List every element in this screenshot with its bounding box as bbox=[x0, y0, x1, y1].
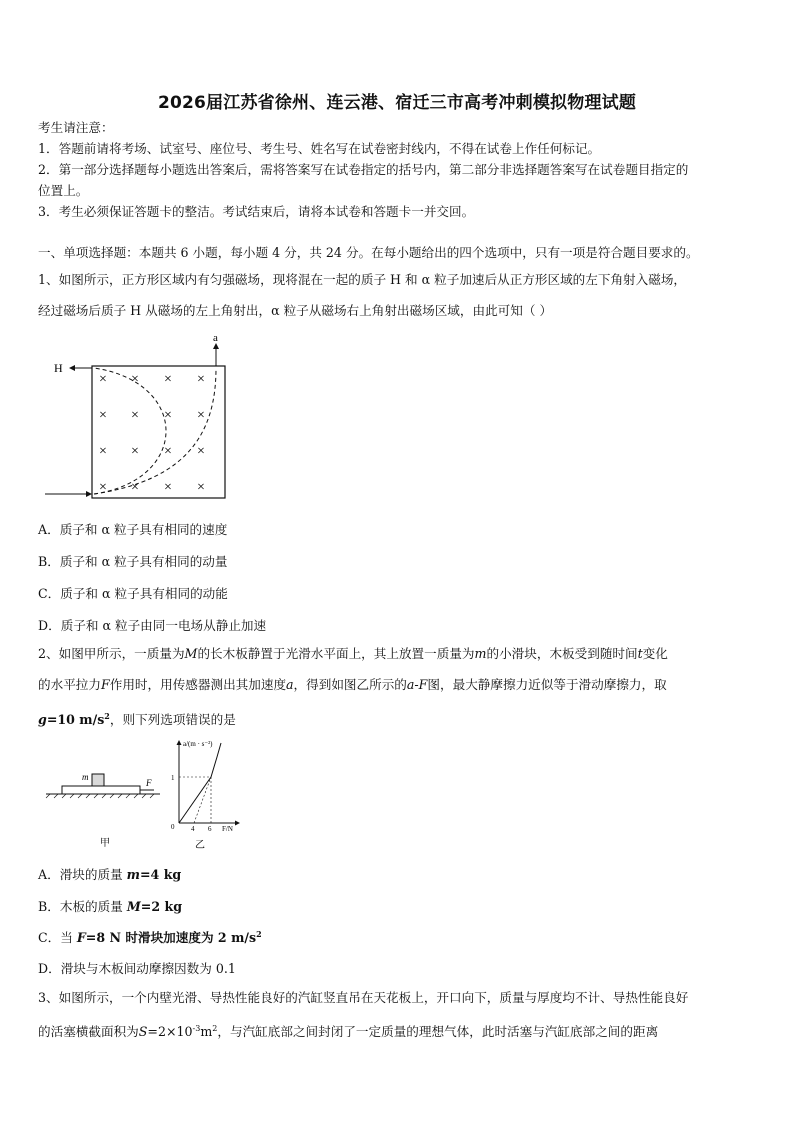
notice-item: 2．第一部分选择题每小题选出答案后，需将答案写在试卷指定的括号内，第二部分非选择题答案写在试卷题目指定的 bbox=[38, 162, 689, 177]
question-3-text: 的活塞横截面积为$S=2\times 10^{-3}m^2$，与汽缸底部之间封闭了一定质量的理想气体，此时活塞与汽缸底部之间的距离 bbox=[38, 1024, 659, 1040]
small-block bbox=[92, 774, 104, 786]
option-a: A．质子和 α 粒子具有相同的速度 bbox=[38, 522, 228, 537]
figure-caption: 乙 bbox=[195, 840, 205, 851]
field-cross: × bbox=[99, 444, 107, 459]
field-cross: × bbox=[164, 408, 172, 423]
option-d: D．质子和 α 粒子由同一电场从静止加速 bbox=[38, 618, 267, 633]
notice-heading: 考生请注意： bbox=[38, 120, 114, 135]
option-b: B．木板的质量 M=2 kg bbox=[38, 899, 183, 914]
option-a: A．滑块的质量 m=4 kg bbox=[38, 867, 182, 882]
board-figure bbox=[40, 760, 165, 850]
field-cross: × bbox=[197, 372, 205, 387]
option-c: C．当 F=8 N 时滑块加速度为 2 $m/s^2$ bbox=[38, 928, 262, 945]
force-label: F bbox=[146, 778, 152, 788]
question-2-text: 的水平拉力F作用时，用传感器测出其加速度a，得到如图乙所示的a-F图，最大静摩擦力近似等于滑动摩擦力，取 bbox=[38, 677, 667, 692]
question-3-text: 3、如图所示，一个内壁光滑、导热性能良好的汽缸竖直吊在天花板上，开口向下，质量与厚度均不计、导热性能良好 bbox=[38, 990, 689, 1005]
y-axis-label: a/(m · s⁻²) bbox=[183, 740, 213, 748]
field-cross: × bbox=[164, 372, 172, 387]
question-1-text: 1、如图所示，正方形区域内有匀强磁场，现将混在一起的质子 H 和 α 粒子加速后从正方形区域的左下角射入磁场， bbox=[38, 272, 687, 287]
a-f-line bbox=[179, 743, 221, 823]
notice-item: 3．考生必须保证答题卡的整洁。考试结束后，请将本试卷和答题卡一并交回。 bbox=[38, 204, 475, 219]
field-cross: × bbox=[164, 480, 172, 495]
field-cross: × bbox=[131, 444, 139, 459]
figure-caption: 甲 bbox=[100, 838, 110, 849]
question-2-text: g=10 $m/s^2$，则下列选项错误的是 bbox=[38, 711, 236, 728]
field-cross: × bbox=[99, 372, 107, 387]
x-axis-label: F/N bbox=[222, 825, 233, 833]
x-tick: 4 bbox=[191, 825, 195, 833]
guide-line bbox=[194, 777, 211, 823]
field-cross: × bbox=[197, 480, 205, 495]
field-cross: × bbox=[99, 480, 107, 495]
field-cross: × bbox=[131, 480, 139, 495]
notice-item: 位置上。 bbox=[38, 183, 89, 198]
x-tick: 6 bbox=[208, 825, 212, 833]
field-square bbox=[92, 366, 225, 498]
option-b: B．质子和 α 粒子具有相同的动量 bbox=[38, 554, 228, 569]
field-cross: × bbox=[131, 372, 139, 387]
option-d: D．滑块与木板间动摩擦因数为 0.1 bbox=[38, 961, 236, 976]
option-c: C．质子和 α 粒子具有相同的动能 bbox=[38, 586, 228, 601]
field-cross: × bbox=[164, 444, 172, 459]
question-2-text: 2、如图甲所示，一质量为M的长木板静置于光滑水平面上，其上放置一质量为m的小滑块，木板受到随时间t变化 bbox=[38, 646, 668, 661]
magnetic-field-figure bbox=[40, 330, 240, 505]
field-cross: × bbox=[197, 408, 205, 423]
field-cross: × bbox=[99, 408, 107, 423]
y-tick: 1 bbox=[171, 774, 175, 782]
section-heading: 一、单项选择题：本题共 6 小题，每小题 4 分，共 24 分。在每小题给出的四个选项中，只有一项是符合题目要求的。 bbox=[38, 245, 699, 260]
field-cross: × bbox=[197, 444, 205, 459]
origin-label: 0 bbox=[171, 823, 175, 831]
long-board bbox=[62, 786, 140, 794]
a-f-graph bbox=[165, 735, 255, 853]
question-1-text: 经过磁场后质子 H 从磁场的左上角射出，α 粒子从磁场右上角射出磁场区域，由此可知（ ） bbox=[38, 303, 553, 318]
notice-item: 1．答题前请将考场、试室号、座位号、考生号、姓名写在试卷密封线内，不得在试卷上作任何标记。 bbox=[38, 141, 601, 156]
alpha-label: a bbox=[213, 332, 218, 344]
block-mass-label: m bbox=[82, 772, 89, 782]
page-title: 2026届江苏省徐州、连云港、宿迁三市高考冲刺模拟物理试题 bbox=[157, 93, 637, 113]
proton-label: H bbox=[54, 361, 63, 375]
field-cross: × bbox=[131, 408, 139, 423]
